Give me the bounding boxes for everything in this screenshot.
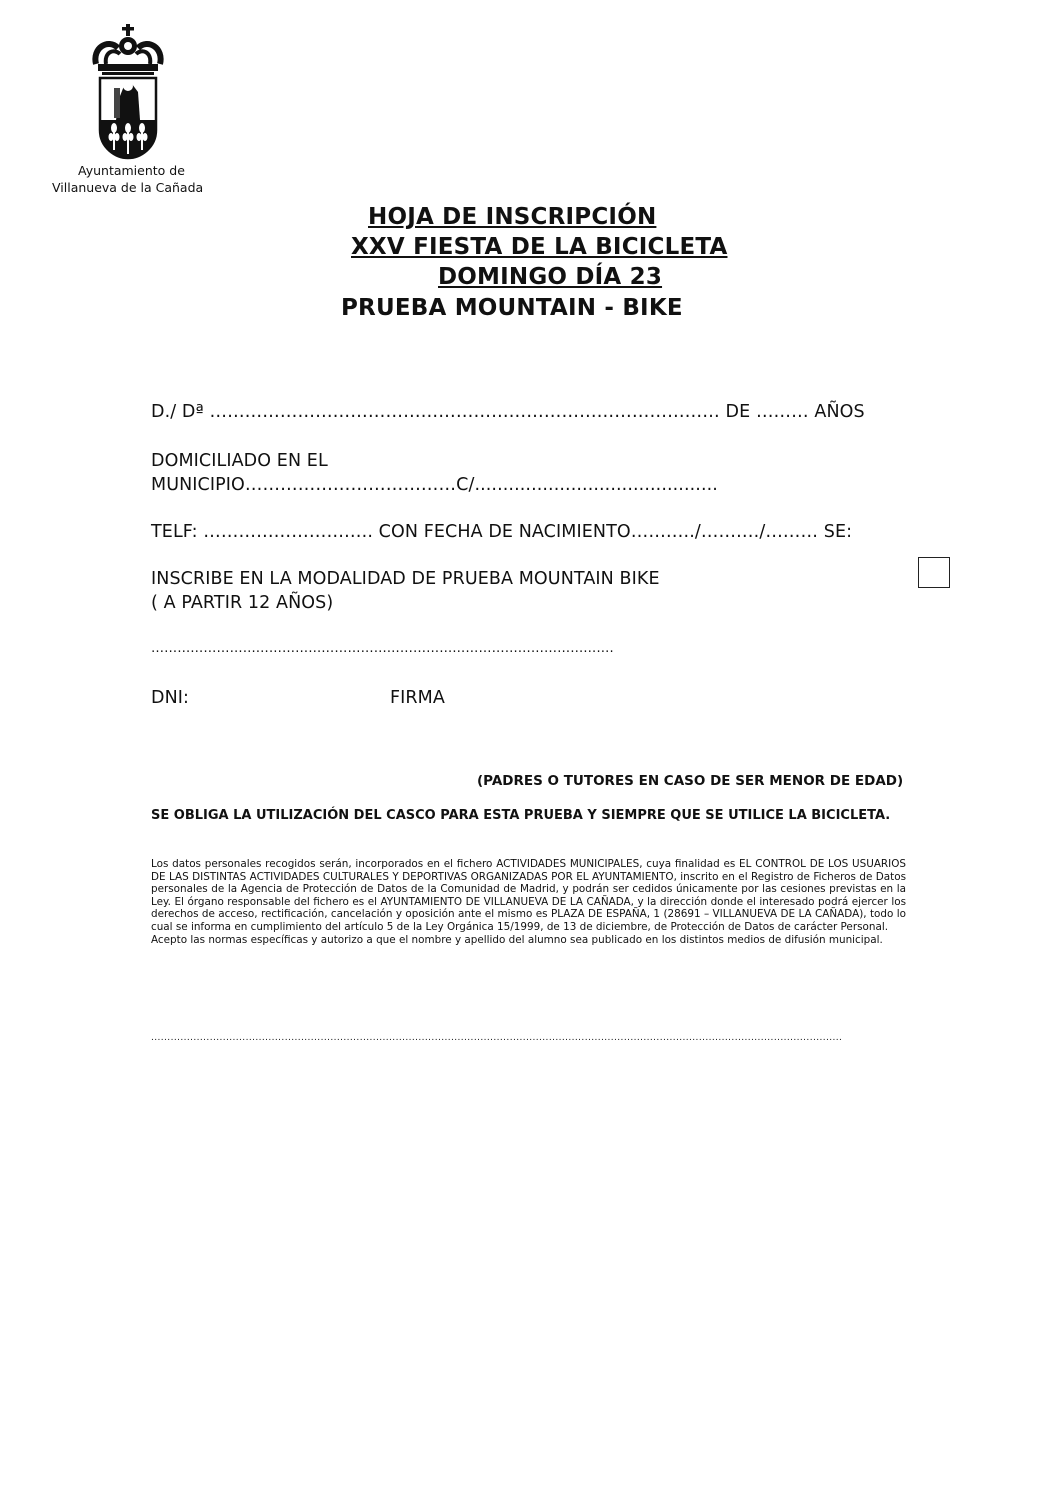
event-title: XXV FIESTA DE LA BICICLETA <box>351 234 728 260</box>
phone-birthdate-field[interactable]: TELF: ……………………….. CON FECHA DE NACIMIENTO………../………./……… SE: <box>151 522 853 542</box>
dni-label: DNI: <box>151 688 190 708</box>
modality-text: INSCRIBE EN LA MODALIDAD DE PRUEBA MOUNTAIN BIKE <box>151 569 660 589</box>
modality-checkbox[interactable] <box>918 557 950 588</box>
organization-name-line1: Ayuntamiento de <box>78 163 185 178</box>
signature-label: FIRMA <box>390 688 445 708</box>
name-age-field[interactable]: D./ Dª …………………………………………………………………………… DE ……… AÑOS <box>151 402 865 422</box>
data-protection-paragraph: Los datos personales recogidos serán, incorporados en el fichero ACTIVIDADES MUNICIPALES, cuya finalidad es EL CONTROL DE LOS USUARIOS DE LAS DISTINTAS ACTIVIDADES CULTURALES Y DEPORTIVAS ORGANIZADAS POR EL AYUNTAMIENTO, inscrito en el Registro de Ficheros de Datos personales de la Agencia de Protección de Datos de la Comunidad de Madrid, y podrán ser cedidos únicamente por las cesiones previstas en la Ley. El órgano responsable del fichero es el AYUNTAMIENTO DE VILLANUEVA DE LA CAÑADA, y la dirección donde el interesado podrá ejercer los derechos de acceso, rectificación, cancelación y oposición ante el mismo es PLAZA DE ESPAÑA, 1 (28691 – VILLANUEVA DE LA CAÑADA), todo lo cual se informa en cumplimiento del artículo 5 de la Ley Orgánica 15/1999, de 13 de diciembre, de Protección de Datos de carácter Personal. <box>151 858 906 933</box>
blank-entry-line[interactable]: ……………………………………………………………………………………………. <box>151 641 614 656</box>
age-requirement-text: ( A PARTIR 12 AÑOS) <box>151 593 334 613</box>
guardian-note: (PADRES O TUTORES EN CASO DE SER MENOR DE EDAD) <box>477 773 904 789</box>
event-category: PRUEBA MOUNTAIN - BIKE <box>341 295 683 321</box>
data-protection-notice <box>151 858 906 946</box>
domicile-label: DOMICILIADO EN EL <box>151 451 328 471</box>
document-title: HOJA DE INSCRIPCIÓN <box>368 204 657 230</box>
consent-signature-line[interactable]: .................................................................................................................................................................................................................... <box>151 1033 843 1043</box>
organization-name-line2: Villanueva de la Cañada <box>52 180 204 195</box>
municipal-coat-of-arms-icon <box>90 22 166 162</box>
municipality-street-field[interactable]: MUNICIPIO………………………………C/........................................... <box>151 475 718 495</box>
event-date: DOMINGO DÍA 23 <box>438 264 663 290</box>
consent-paragraph: Acepto las normas específicas y autorizo a que el nombre y apellido del alumno sea publicado en los distintos medios de difusión municipal. <box>151 933 883 946</box>
helmet-warning: SE OBLIGA LA UTILIZACIÓN DEL CASCO PARA ESTA PRUEBA Y SIEMPRE QUE SE UTILICE LA BICICLETA. <box>151 808 891 823</box>
